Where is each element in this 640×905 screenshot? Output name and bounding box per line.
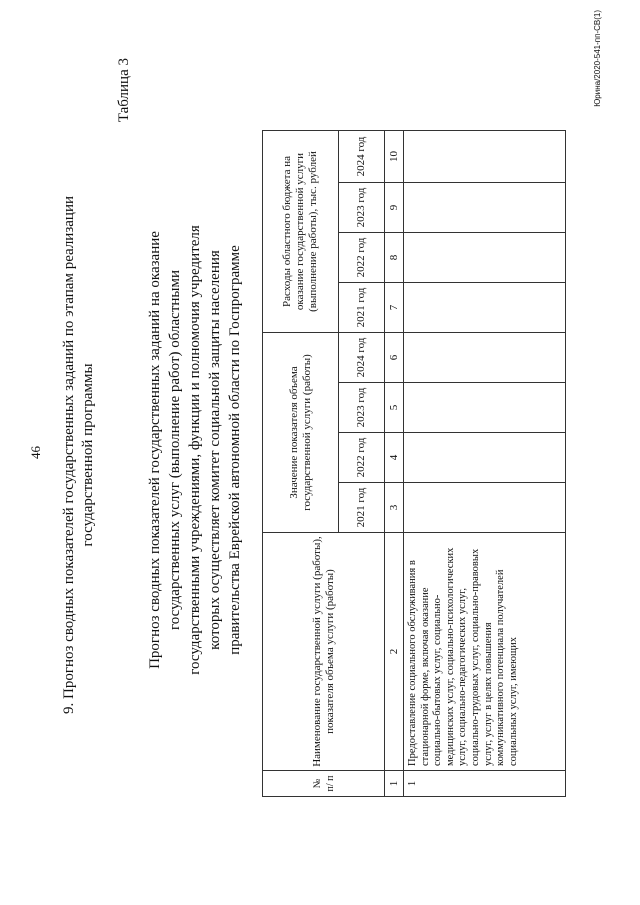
- header-budget-year: 2023 год: [339, 183, 385, 233]
- column-number: 6: [385, 333, 404, 383]
- header-volume-group: Значение показателя объема государственной услуги (работы): [263, 333, 339, 533]
- column-number-row: [385, 131, 404, 797]
- column-number: 2: [385, 533, 404, 771]
- value-cell: [404, 233, 566, 283]
- column-number: 1: [385, 771, 404, 797]
- header-volume-year: 2023 год: [339, 383, 385, 433]
- value-cell: [404, 433, 566, 483]
- column-number: 10: [385, 131, 404, 183]
- table-row: [404, 131, 566, 797]
- header-budget-year: 2024 год: [339, 131, 385, 183]
- table-title: Прогноз сводных показателей государственных заданий на оказание государственных услуг (выполнение работ) областными государственными учреждениями, функции и полномочия учредителя которых осуществляет комитет социальной защиты населения правительства Еврейской автономной области по Госпрограмме: [147, 225, 243, 675]
- row-number: 1: [404, 771, 566, 797]
- value-cell: [404, 283, 566, 333]
- header-name: Наименование государственной услуги (работы), показателя объема услуги (работы): [263, 533, 385, 771]
- column-number: 3: [385, 483, 404, 533]
- column-number: 4: [385, 433, 404, 483]
- header-budget-year: 2021 год: [339, 283, 385, 333]
- page-number: 46: [28, 446, 43, 459]
- value-cell: [404, 131, 566, 183]
- column-number: 9: [385, 183, 404, 233]
- table-label: Таблица 3: [116, 58, 132, 123]
- column-number: 8: [385, 233, 404, 283]
- header-volume-year: 2024 год: [339, 333, 385, 383]
- header-budget-group: Расходы областного бюджета на оказание государственной услуги (выполнение работы), тыс. рублей: [263, 131, 339, 333]
- column-number: 5: [385, 383, 404, 433]
- service-name: Предоставление социального обслуживания в стационарной форме, включая оказание социально-бытовых услуг, социально-медицинских услуг, социально-психологических услуг, социально-педагогических услуг, социально-трудовых услуг, социально-правовых услуг, услуг в целях повышения коммуникативного потенциала получателей социальных услуг, имеющих: [404, 533, 566, 771]
- indicators-table: [262, 130, 566, 797]
- column-number: 7: [385, 283, 404, 333]
- value-cell: [404, 333, 566, 383]
- header-budget-year: 2022 год: [339, 233, 385, 283]
- header-num: № п/ п: [263, 771, 385, 797]
- header-volume-year: 2021 год: [339, 483, 385, 533]
- section-heading: 9. Прогноз сводных показателей государственных заданий по этапам реализации государственной программы: [61, 196, 96, 715]
- value-cell: [404, 483, 566, 533]
- value-cell: [404, 383, 566, 433]
- document-code: Юрина/2020-541-пп-СВ(1): [593, 10, 602, 107]
- value-cell: [404, 183, 566, 233]
- header-volume-year: 2022 год: [339, 433, 385, 483]
